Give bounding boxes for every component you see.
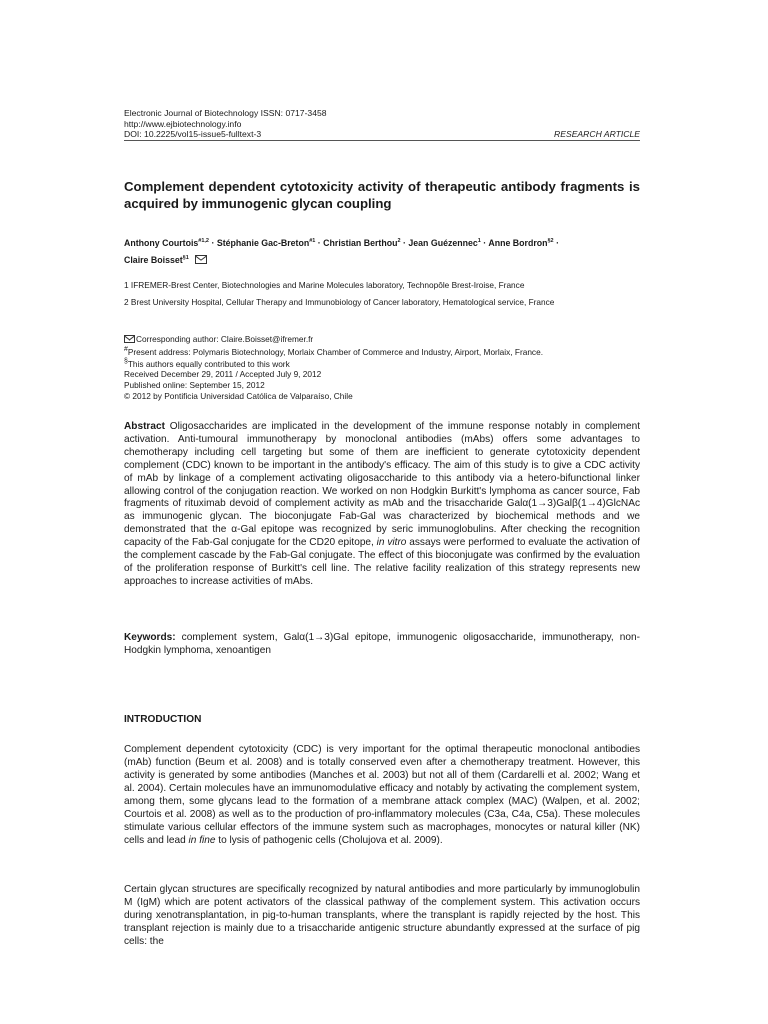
envelope-icon [124,335,135,343]
present-address: Present address: Polymaris Biotechnology, Morlaix Chamber of Commerce and Industry, Airport, Morlaix, France. [127,346,544,357]
author-name: Anne Bordron [488,238,548,248]
author-sup: 1 [477,238,481,244]
author-name: Stéphanie Gac-Breton [216,238,310,248]
abstract [124,421,640,589]
equal-contribution: This authors equally contributed to this work [127,358,290,369]
paragraph-italic: in fine [188,835,216,846]
author-name: Anthony Courtois [124,238,199,248]
section-heading: INTRODUCTION [124,714,202,725]
equal-contribution-mark: § [124,357,128,365]
paragraph-text: to lysis of pathogenic cells (Cholujova et al. 2009). [215,835,443,846]
author-sup: §1 [182,255,189,261]
journal-header [124,108,640,140]
journal-name: Electronic Journal of Biotechnology ISSN: 0717-3458 [124,108,327,118]
present-address-mark: # [124,345,128,353]
author-separator: · [553,238,559,248]
published-date: Published online: September 15, 2012 [124,379,265,390]
correspondence-block [124,334,640,401]
received-date: Received December 29, 2011 / Accepted July 9, 2012 [124,369,322,380]
author-separator: · [315,238,324,248]
envelope-icon[interactable] [195,255,207,264]
paragraph-text: Complement dependent cytotoxicity (CDC) is very important for the optimal therapeutic monoclonal antibodies (mAb) function (Beum et al. 2008) and is totally conserved even after a chemotherapy treatment. However, this activity is generated by some antibodies (Manches et al. 2003) but not all of them (Cardarelli et al. 2002; Wang et al. 2004). Certain molecules have an immunomodulative efficacy and notably by activating the complement system, among them, some glycans lead to the formation of a membrane attack complex (MAC) (Walpen, et al. 2002; Courtois et al. 2008) as well as to the production of pro-inflammatory molecules (C3a, C4a, C5a). These molecules stimulate various cellular effectors of the immune system such as macrophages, monocytes or natural killer (NK) cells and lead [124,744,640,846]
affiliation-2: 2 Brest University Hospital, Cellular Therapy and Immunobiology of Cancer laboratory, Hematological service, France [124,297,555,307]
keywords-text: complement system, Galα(1→3)Gal epitope, immunogenic oligosaccharide, immunotherapy, non-Hodgkin lymphoma, xenoantigen [124,632,640,656]
author-name: Christian Berthou [323,238,398,248]
article-title: Complement dependent cytotoxicity activity of therapeutic antibody fragments is acquired by immunogenic glycan coupling [124,179,640,211]
author-sup: #1 [309,238,316,244]
keywords [124,631,640,657]
author-separator: · [209,238,217,248]
intro-paragraph-2: Certain glycan structures are specifically recognized by natural antibodies and more particularly by immunoglobulin M (IgM) which are potent activators of the classical pathway of the complement system. This activation occurs during xenotransplantation, in pig-to-human transplants, where the transplant is rapidly rejected by the host. This transplant rejection is mainly due to a trisaccharide antigenic structure abundantly expressed at the surface of pig cells: the [124,884,640,947]
author-list [124,234,640,268]
author-separator: · [480,238,489,248]
copyright: © 2012 by Pontificia Universidad Católica de Valparaíso, Chile [124,390,353,401]
author-name: Claire Boisset [124,255,183,265]
article-type: RESEARCH ARTICLE [554,129,640,139]
author-sup: 2 [397,238,401,244]
header-divider [124,140,640,141]
corresponding-author[interactable]: Corresponding author: Claire.Boisset@ifremer.fr [136,334,314,344]
doi: DOI: 10.2225/vol15-issue5-fulltext-3 [124,129,262,139]
abstract-text: Oligosaccharides are implicated in the development of the immune response notably in complement activation. Anti-tumoural immunotherapy by monoclonal antibodies (mAbs) offers some advantages to chemotherapy including cell targeting but some of them are inefficient to generate cytotoxicity dependent complement (CDC) known to be important in the antibody's efficacy. The aim of this study is to give a CDC activity of mAb by linkage of a complement activating oligosaccharide to this antibody via a hetero-bifunctional linker allowing control of the conjugation reaction. We worked on non Hodgkin Burkitt's lymphoma as cancer source, Fab fragments of rituximab devoid of complement activity as mAb and the trisaccharide Galα(1→3)Galβ(1→4)GlcNAc as immunogenic glycan. The bioconjugate Fab-Gal was characterized by biochemical methods and we demonstrated that the α-Gal epitope was recognized by seric immunoglobulins. After checking the recognition capacity of the Fab-Gal conjugate for the CD20 epitope, [124,421,640,549]
abstract-label: Abstract [124,421,165,432]
keywords-label: Keywords: [124,632,176,643]
affiliation-1: 1 IFREMER-Brest Center, Biotechnologies and Marine Molecules laboratory, Technopôle Brest-Iroise, France [124,280,525,290]
author-sup: #1,2 [198,238,209,244]
abstract-text: assays were performed to evaluate the activation of the complement cascade by the Fab-Gal conjugate. The effect of this bioconjugate was confirmed by the evaluation of the proliferation response of Burkitt's cell line. The relative facility realization of this strategy represents new approaches to increase activities of mAbs. [124,537,640,587]
abstract-italic: in vitro [376,537,407,549]
journal-url[interactable]: http://www.ejbiotechnology.info [124,118,242,129]
author-sup: §2 [547,238,554,244]
author-name: Jean Guézennec [408,238,478,248]
intro-paragraph-1 [124,743,640,847]
author-separator: · [400,238,409,248]
